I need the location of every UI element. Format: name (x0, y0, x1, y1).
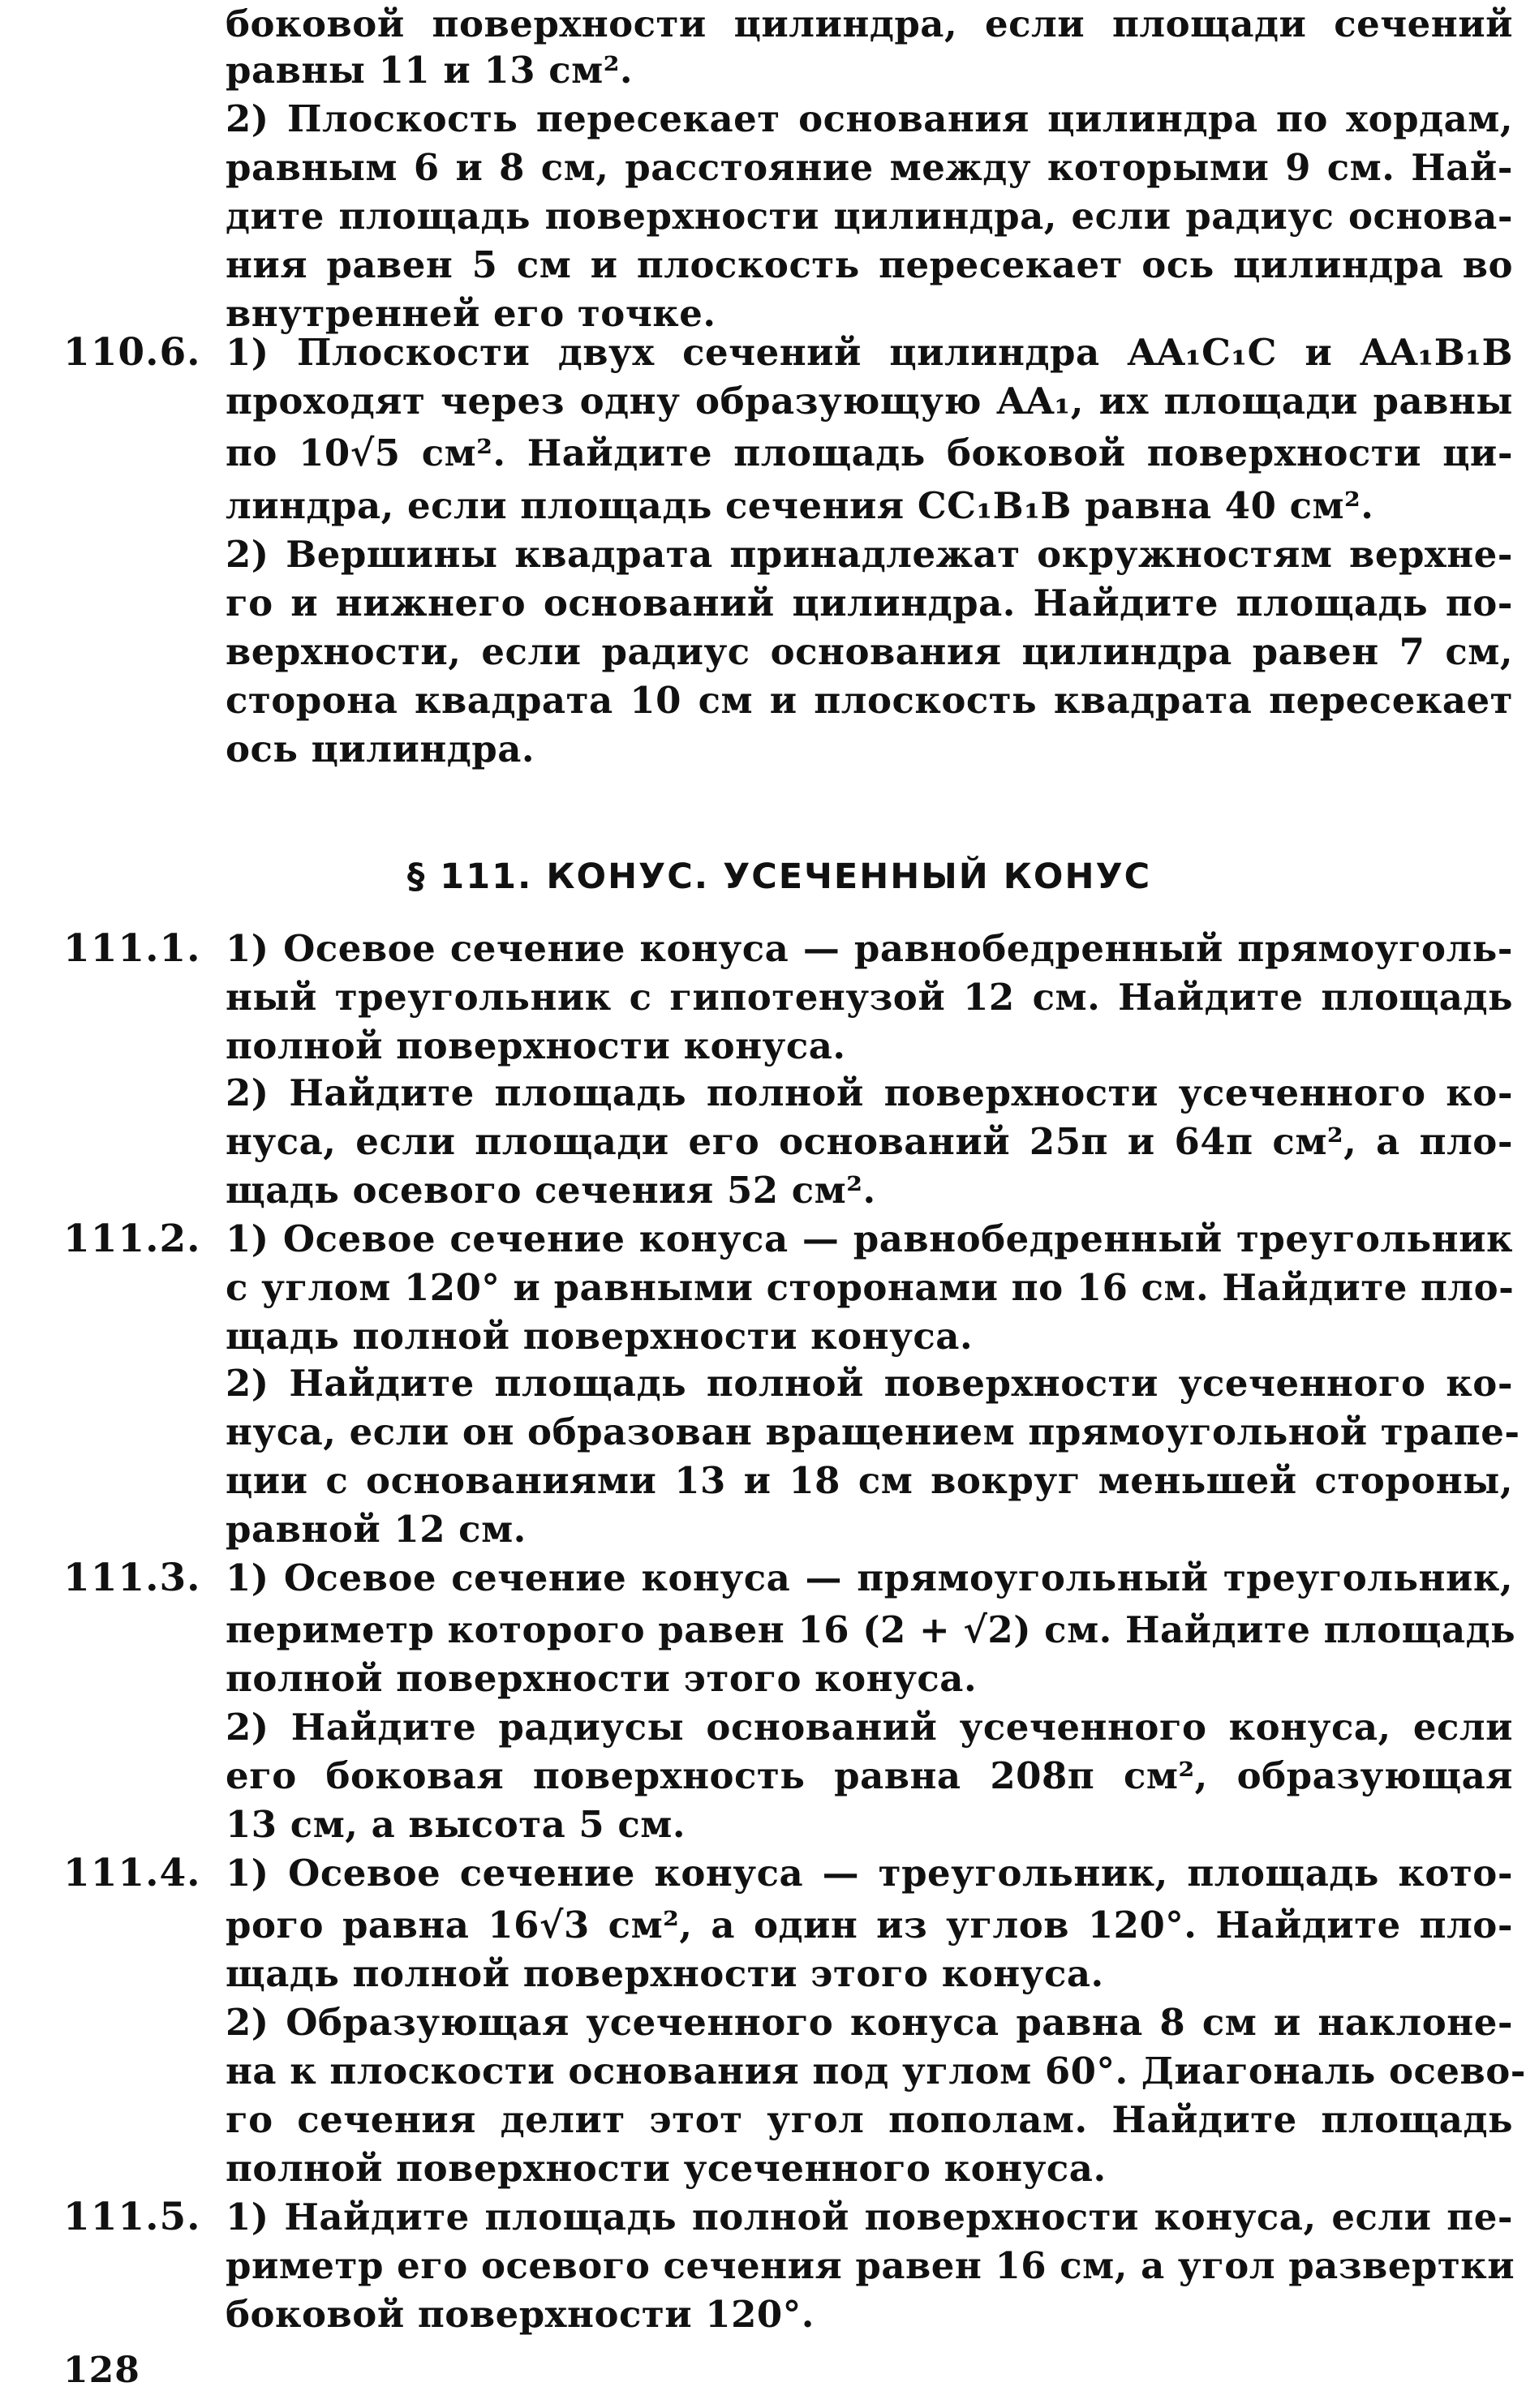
text-line: боковой поверхности 120°. (226, 2293, 815, 2336)
problem-number: 110.6. (63, 330, 201, 375)
text-line: 1) Осевое сечение конуса — равнобедренный прямоуголь- (226, 927, 1513, 970)
text-line: щадь полной поверхности конуса. (226, 1315, 974, 1358)
text-line: щадь полной поверхности этого конуса. (226, 1952, 1104, 1995)
text-line: 13 см, а высота 5 см. (226, 1803, 686, 1846)
text-line: щадь осевого сечения 52 см². (226, 1169, 876, 1212)
text-line: ния равен 5 см и плоскость пересекает ось цилиндра во (226, 243, 1513, 286)
text-line: полной поверхности этого конуса. (226, 1657, 978, 1700)
text-line: го и нижнего оснований цилиндра. Найдите площадь по- (226, 582, 1513, 625)
text-line: верхности, если радиус основания цилиндра равен 7 см, (226, 630, 1513, 673)
text-line: по 10√5 см². Найдите площадь боковой поверхности ци- (226, 431, 1513, 474)
text-line: 1) Осевое сечение конуса — треугольник, площадь кото- (226, 1852, 1513, 1895)
text-line: равным 6 и 8 см, расстояние между которыми 9 см. Най- (226, 146, 1513, 189)
text-line: нуса, если он образован вращением прямоугольной трапе- (226, 1410, 1520, 1453)
text-line: риметр его осевого сечения равен 16 см, а угол развертки (226, 2244, 1515, 2287)
text-line: равной 12 см. (226, 1508, 527, 1551)
text-line: его боковая поверхность равна 208π см², образующая (226, 1754, 1513, 1797)
problem-number: 111.5. (63, 2195, 201, 2239)
text-line: ось цилиндра. (226, 728, 535, 770)
text-line: боковой поверхности цилиндра, если площади сечений (226, 2, 1513, 45)
section-title: § 111. КОНУС. УСЕЧЕННЫЙ КОНУС (406, 856, 1152, 897)
text-line: 1) Осевое сечение конуса — равнобедренный треугольник (226, 1217, 1513, 1260)
text-line: 2) Найдите площадь полной поверхности усеченного ко- (226, 1362, 1513, 1405)
page-number: 128 (63, 2350, 140, 2391)
text-line: периметр которого равен 16 (2 + √2) см. Найдите площадь (226, 1608, 1516, 1651)
text-line: проходят через одну образующую AA₁, их площади равны (226, 380, 1513, 423)
text-line: внутренней его точке. (226, 292, 716, 335)
problem-number: 111.1. (63, 926, 201, 971)
text-line: полной поверхности усеченного конуса. (226, 2147, 1107, 2190)
text-line: полной поверхности конуса. (226, 1024, 846, 1067)
text-line: сторона квадрата 10 см и плоскость квадрата пересекает (226, 679, 1513, 722)
text-line: 1) Найдите площадь полной поверхности конуса, если пе- (226, 2196, 1513, 2238)
problem-number: 111.3. (63, 1556, 201, 1600)
text-line: 2) Найдите радиусы оснований усеченного конуса, если (226, 1706, 1513, 1749)
text-line: с углом 120° и равными сторонами по 16 см. Найдите пло- (226, 1266, 1515, 1309)
text-line: на к плоскости основания под углом 60°. Диагональ осево- (226, 2050, 1526, 2093)
text-line: 2) Найдите площадь полной поверхности усеченного ко- (226, 1071, 1513, 1114)
text-line: 2) Вершины квадрата принадлежат окружностям верхне- (226, 533, 1513, 576)
text-line: ный треугольник с гипотенузой 12 см. Найдите площадь (226, 976, 1513, 1019)
text-line: линдра, если площадь сечения CC₁B₁B равна 40 см². (226, 484, 1374, 527)
text-line: дите площадь поверхности цилиндра, если радиус основа- (226, 195, 1513, 238)
text-line: го сечения делит этот угол пополам. Найдите площадь (226, 2098, 1513, 2141)
text-line: ции с основаниями 13 и 18 см вокруг меньшей стороны, (226, 1459, 1513, 1502)
text-line: 1) Плоскости двух сечений цилиндра AA₁C₁C и AA₁B₁B (226, 331, 1513, 374)
problem-number: 111.4. (63, 1851, 201, 1895)
problem-number: 111.2. (63, 1217, 201, 1261)
text-line: 2) Плоскость пересекает основания цилиндра по хордам, (226, 97, 1513, 140)
text-line: нуса, если площади его оснований 25π и 64π см², а пло- (226, 1120, 1513, 1163)
text-line: 1) Осевое сечение конуса — прямоугольный треугольник, (226, 1556, 1513, 1599)
text-line: 2) Образующая усеченного конуса равна 8 см и наклоне- (226, 2001, 1513, 2044)
text-line: равны 11 и 13 см². (226, 49, 634, 92)
text-line: рого равна 16√3 см², а один из углов 120°. Найдите пло- (226, 1904, 1513, 1947)
